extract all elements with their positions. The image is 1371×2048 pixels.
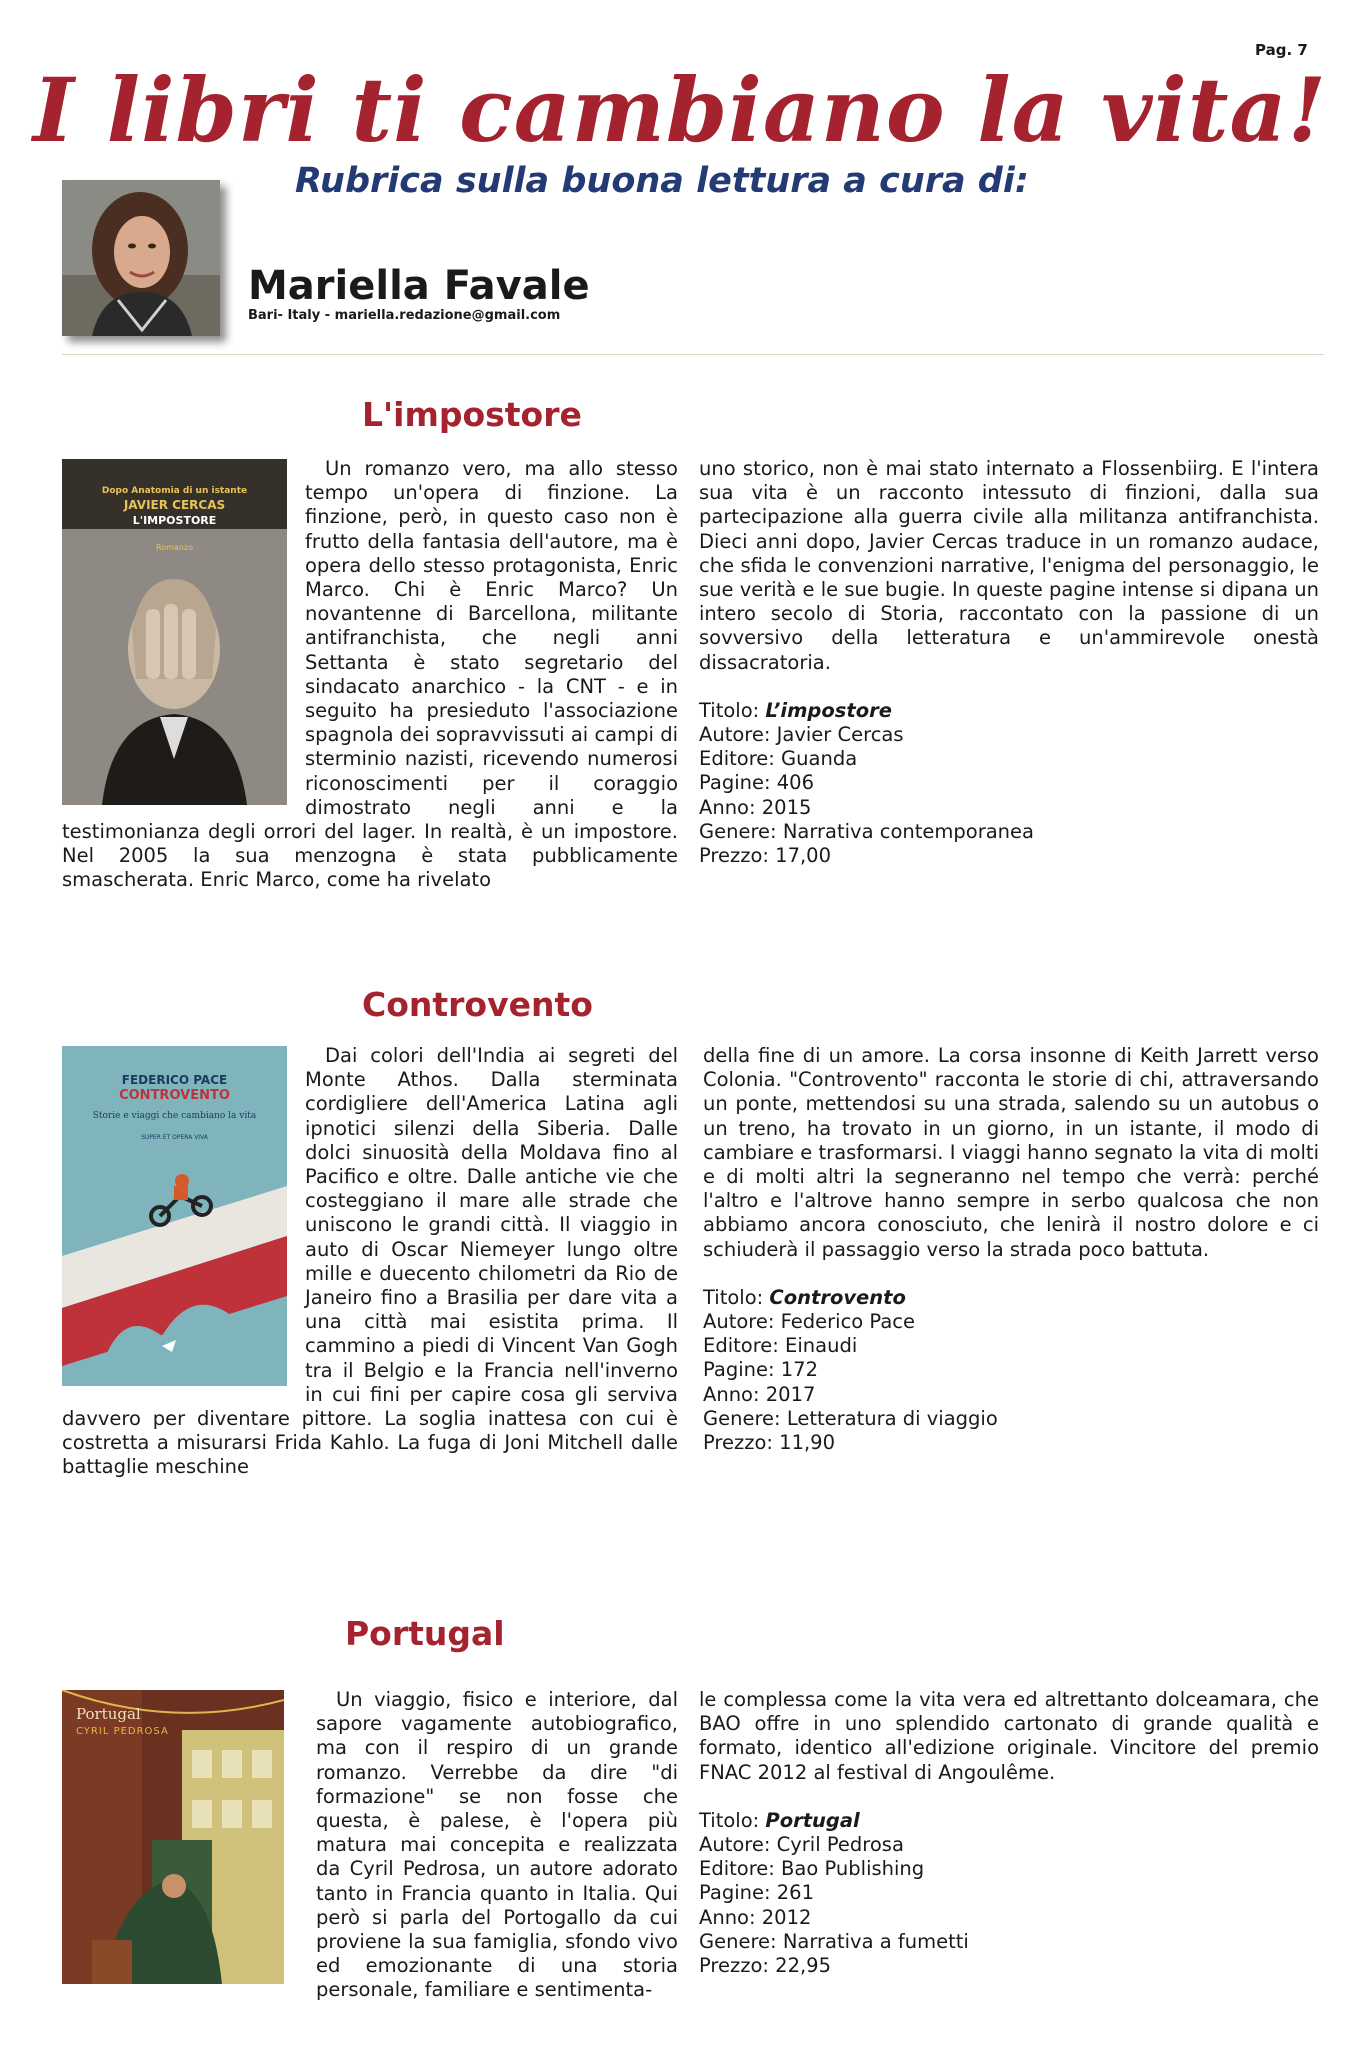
review-text: della fine di un amore. La corsa insonne di Keith Jarrett verso Colonia. "Controvento" racconta le storie di chi, attraversando un ponte, mettendosi su una strada, salendo su un autobus o un treno, ha trovato in un giorno, in un istante, il modo di cambiare e trasformarsi. I viaggi hanno segnato la vita di molti e di molti altri la segneranno nel tempo che verrà: perché l'altro e l'altrove hanno sempre in serbo qualcosa che non abbiamo ancora conosciuto, che lenirà il nostro dolore e ci schiuderà il passaggio verso la strada poco battuta. bbox=[703, 1044, 1319, 1261]
cover-author: CYRIL PEDROSA bbox=[76, 1726, 169, 1737]
cover-author: FEDERICO PACE bbox=[121, 1073, 228, 1087]
review-text: uno storico, non è mai stato internato a Flossenbiirg. E l'intera sua vita è un racconto intessuto di finzioni, dalla sua partecipazione alla guerra civile alla militanza antifranchista. Dieci anni dopo, Javier Cercas traduce in un romanzo audace, che sfida le convenzioni narrative, l'enigma del personaggio, le sue verità e le sue bugie. In queste pagine intense si dipana un intero secolo di Storia, raccontato con la passione di un sovversivo della letteratura e un'ammirevole onestà dissacratoria. bbox=[699, 457, 1319, 674]
book-cover-controvento bbox=[62, 1046, 287, 1386]
review-left-column bbox=[62, 1044, 678, 1480]
meta-publisher: Editore: Guanda bbox=[699, 747, 858, 771]
review-right-column bbox=[699, 1688, 1319, 1978]
column-subtitle: Rubrica sulla buona lettura a cura di: bbox=[295, 161, 1029, 201]
meta-publisher: Editore: Bao Publishing bbox=[699, 1857, 925, 1881]
review-right-column bbox=[699, 457, 1319, 868]
book-title-portugal: Portugal bbox=[345, 1614, 505, 1653]
cover-title: Portugal bbox=[76, 1705, 141, 1723]
review-text: Un romanzo vero, ma allo stesso tempo un'opera di finzione. La finzione, però, in questo caso non è frutto della fantasia dell'autore, ma è opera dello stesso protagonista, Enric Marco. Chi è Enric Marco? Un novantenne di Barcellona, militante antifranchista, che negli anni Settanta è stato segretario del sindacato anarchico - la CNT - e in seguito ha presieduto l'associazione spagnola dei sopravvissuti ai campi di sterminio nazisti, ricevendo numerosi riconoscimenti per il coraggio dimostrato negli anni e la testimonianza degli orrori del lager. In realtà, è un impostore. Nel 2005 la sua menzogna è stata pubblicamente smascherata. Enric Marco, come ha rivelato bbox=[62, 457, 678, 892]
cover-label: SUPER ET OPERA VIVA bbox=[141, 1134, 208, 1141]
review-text: le complessa come la vita vera ed altrettanto dolceamara, che BAO offre in uno splendido cartonato di grande qualità e formato, identico all'edizione originale. Vincitore del premio FNAC 2012 al festival di Angoulême. bbox=[699, 1688, 1319, 1784]
meta-title: Controvento bbox=[769, 1285, 906, 1309]
review-left-column bbox=[62, 1688, 678, 2003]
book-details bbox=[699, 699, 1319, 868]
page-title: I libri ti cambiano la vita! bbox=[32, 58, 1328, 162]
meta-pages: Pagine: 261 bbox=[699, 1881, 814, 1905]
meta-title: Portugal bbox=[765, 1808, 860, 1832]
book-cover-impostore bbox=[62, 459, 287, 805]
meta-pages: Pagine: 406 bbox=[699, 771, 814, 795]
meta-year: Anno: 2012 bbox=[699, 1905, 812, 1929]
cover-author: JAVIER CERCAS bbox=[123, 498, 226, 512]
author-contact: Bari- Italy - mariella.redazione@gmail.com bbox=[248, 308, 561, 323]
book-details bbox=[703, 1286, 1319, 1455]
meta-author: Autore: Cyril Pedrosa bbox=[699, 1833, 904, 1857]
review-text: Un viaggio, fisico e interiore, dal sapore vagamente autobiografico, ma con il respiro di un grande romanzo. Verrebbe da dire "di formazione" se non fosse che questa, è palese, è l'opera più matura mai concepita e realizzata da Cyril Pedrosa, un autore adorato tanto in Francia quanto in Italia. Qui però si parla del Portogallo da cui proviene la sua famiglia, sfondo vivo ed emozionante di una storia personale, familiare e sentimenta- bbox=[316, 1688, 678, 2002]
review-left-column bbox=[62, 457, 678, 893]
meta-year: Anno: 2017 bbox=[703, 1382, 816, 1406]
meta-label: Titolo: bbox=[699, 698, 766, 722]
cover-title: L'IMPOSTORE bbox=[132, 514, 217, 527]
meta-year: Anno: 2015 bbox=[699, 795, 812, 819]
book-details bbox=[699, 1809, 1319, 1978]
meta-label: Titolo: bbox=[699, 1808, 766, 1832]
review-text: Dai colori dell'India ai segreti del Monte Athos. Dalla sterminata cordigliere dell'America Latina agli ipnotici silenzi della Siberia. Dalle dolci sinuosità della Moldava fino al Pacifico e oltre. Dalle antiche vie che costeggiano il mare alle strade che uniscono le grandi città. Il viaggio in auto di Oscar Niemeyer lungo oltre mille e duecento chilometri da Rio de Janeiro fino a Brasilia per dare vita a una città mai esistita prima. Il cammino a piedi di Vincent Van Gogh tra il Belgio e la Francia nell'inverno in cui fini per capire cosa gli serviva davvero per diventare pittore. La soglia inattesa con cui è costretta a misurarsi Frida Kahlo. La fuga di Joni Mitchell dalle battaglie meschine bbox=[62, 1044, 678, 1479]
meta-label: Titolo: bbox=[703, 1285, 770, 1309]
meta-price: Prezzo: 17,00 bbox=[699, 844, 831, 868]
meta-pages: Pagine: 172 bbox=[703, 1358, 818, 1382]
book-title-impostore: L'impostore bbox=[362, 395, 582, 434]
meta-author: Autore: Javier Cercas bbox=[699, 723, 904, 747]
meta-price: Prezzo: 11,90 bbox=[703, 1431, 835, 1455]
cover-title: CONTROVENTO bbox=[119, 1088, 230, 1103]
author-portrait-icon bbox=[62, 180, 220, 336]
cover-top-line: Dopo Anatomia di un istante bbox=[101, 486, 248, 496]
meta-publisher: Editore: Einaudi bbox=[703, 1334, 858, 1358]
meta-genre: Genere: Narrativa a fumetti bbox=[699, 1929, 969, 1953]
book-cover-portugal bbox=[62, 1690, 284, 1984]
book-title-controvento: Controvento bbox=[362, 985, 593, 1024]
meta-genre: Genere: Narrativa contemporanea bbox=[699, 819, 1034, 843]
author-name: Mariella Favale bbox=[248, 263, 590, 309]
meta-genre: Genere: Letteratura di viaggio bbox=[703, 1406, 998, 1430]
author-photo bbox=[62, 180, 220, 336]
header-divider bbox=[62, 354, 1324, 355]
meta-author: Autore: Federico Pace bbox=[703, 1310, 915, 1334]
cover-label: Romanzo bbox=[156, 543, 193, 552]
review-right-column bbox=[703, 1044, 1319, 1455]
meta-title: L’impostore bbox=[765, 698, 892, 722]
meta-price: Prezzo: 22,95 bbox=[699, 1954, 831, 1978]
cover-subtitle: Storie e viaggi che cambiano la vita bbox=[92, 1111, 257, 1121]
page-number: Pag. 7 bbox=[1255, 41, 1308, 59]
